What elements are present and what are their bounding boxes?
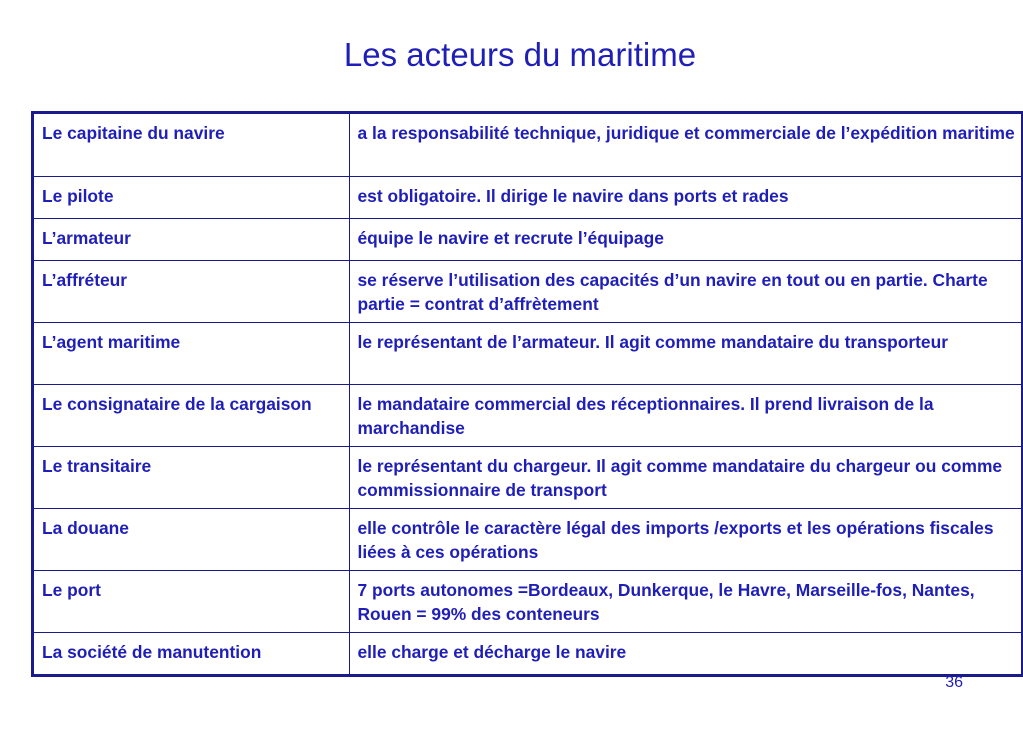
table-row <box>34 114 1021 176</box>
description-cell: se réserve l’utilisation des capacités d’un navire en tout ou en partie. Charte partie = contrat d’affrètement <box>349 260 1021 322</box>
slide-title: Les acteurs du maritime <box>343 36 697 73</box>
actor-cell: L’armateur <box>34 218 349 260</box>
actor-cell: La douane <box>34 508 349 570</box>
table-row <box>34 260 1021 322</box>
actor-cell: Le port <box>34 570 349 632</box>
actor-cell: Le consignataire de la cargaison <box>34 384 349 446</box>
description-cell: 7 ports autonomes =Bordeaux, Dunkerque, le Havre, Marseille-fos, Nantes, Rouen = 99% des conteneurs <box>349 570 1021 632</box>
table-row <box>34 570 1021 632</box>
table-row <box>34 384 1021 446</box>
description-cell: est obligatoire. Il dirige le navire dans ports et rades <box>349 176 1021 218</box>
actor-cell: L’affréteur <box>34 260 349 322</box>
table-row <box>34 632 1021 674</box>
actor-cell: Le transitaire <box>34 446 349 508</box>
actor-cell: Le capitaine du navire <box>34 114 349 176</box>
actors-table <box>31 111 1023 677</box>
description-cell: le représentant du chargeur. Il agit comme mandataire du chargeur ou comme commissionnaire de transport <box>349 446 1021 508</box>
actor-cell: La société de manutention <box>34 632 349 674</box>
description-cell: le représentant de l’armateur. Il agit comme mandataire du transporteur <box>349 322 1021 384</box>
description-cell: a la responsabilité technique, juridique et commerciale de l’expédition maritime <box>349 114 1021 176</box>
table-row <box>34 446 1021 508</box>
actor-cell: L’agent maritime <box>34 322 349 384</box>
table-row <box>34 218 1021 260</box>
table-row <box>34 176 1021 218</box>
page-number: 36 <box>945 674 963 691</box>
description-cell: le mandataire commercial des réceptionnaires. Il prend livraison de la marchandise <box>349 384 1021 446</box>
description-cell: elle contrôle le caractère légal des imports /exports et les opérations fiscales liées à ces opérations <box>349 508 1021 570</box>
description-cell: équipe le navire et recrute l’équipage <box>349 218 1021 260</box>
table-row <box>34 322 1021 384</box>
table-row <box>34 508 1021 570</box>
description-cell: elle charge et décharge le navire <box>349 632 1021 674</box>
actor-cell: Le pilote <box>34 176 349 218</box>
